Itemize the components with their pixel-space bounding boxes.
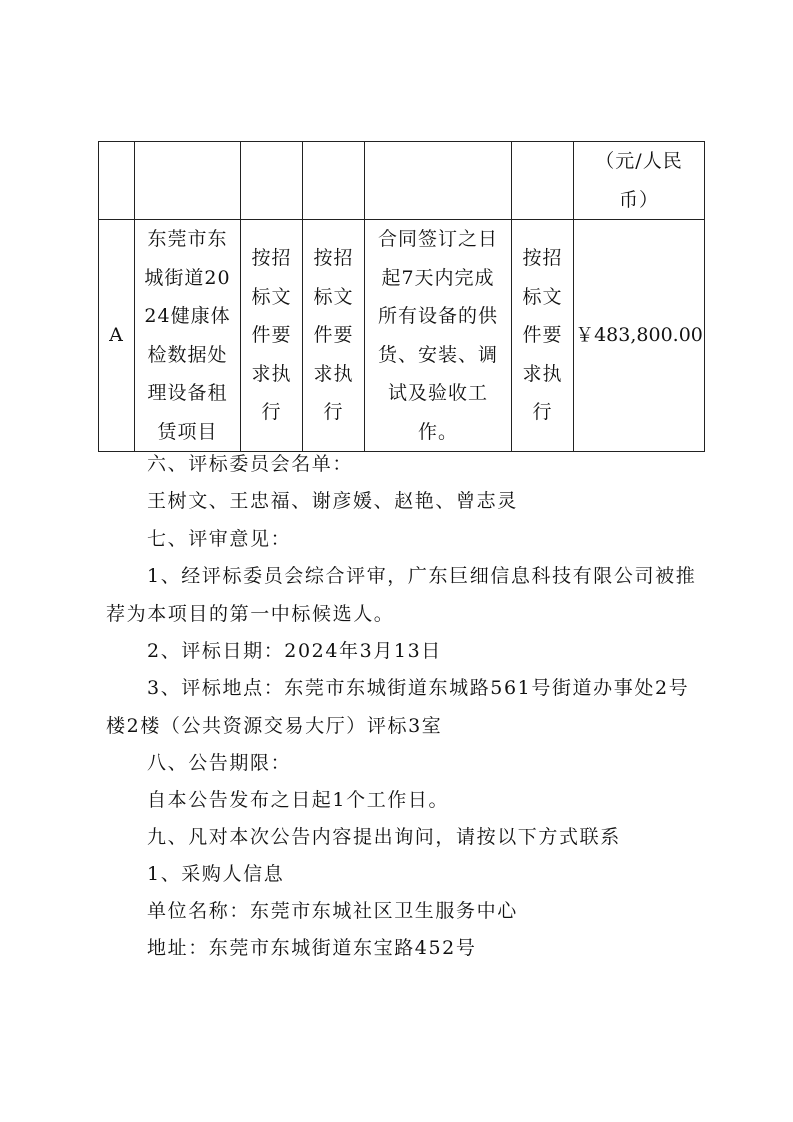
header-cell [135,142,241,220]
header-cell-currency-unit [574,142,705,220]
delivery-cell [365,220,512,452]
amount-cell: ￥483,800.00 [574,220,705,452]
header-cell [99,142,135,220]
section-6-title: 六、评标委员会名单： [147,453,354,475]
header-cell [241,142,303,220]
currency-unit-text: （元/人民币） [595,150,683,211]
header-cell [303,142,365,220]
section-9-title: 九、凡对本次公告内容提出询问，请按以下方式联系 [147,826,621,848]
table-row [99,220,705,452]
committee-members: 王树文、王忠福、谢彦媛、赵艳、曾志灵 [147,490,518,512]
delivery-text: 合同签订之日起7天内完成所有设备的供货、安装、调试及验收工作。 [377,228,498,443]
header-cell [365,142,512,220]
seq-cell: A [99,220,135,452]
section-8-title: 八、公告期限： [147,752,292,774]
award-table [98,141,705,452]
review-opinion-1: 1、经评标委员会综合评审，广东巨细信息科技有限公司被推荐为本项目的第一中标候选人。 [106,565,697,625]
quality-cell [303,220,365,452]
service-text: 按招标文件要求执行 [522,247,563,424]
project-name-cell [135,220,241,452]
section-7-title: 七、评审意见： [147,528,292,550]
notice-period: 自本公告发布之日起1个工作日。 [147,789,450,811]
header-cell [512,142,574,220]
purchaser-unit-name: 单位名称：东莞市东城社区卫生服务中心 [147,900,518,922]
purchaser-info-title: 1、采购人信息 [147,863,285,885]
spec-text: 按招标文件要求执行 [251,247,292,424]
review-location: 3、评标地点：东莞市东城街道东城路561号街道办事处2号楼2楼（公共资源交易大厅）评标3室 [106,677,690,737]
review-date: 2、评标日期：2024年3月13日 [147,640,442,662]
project-name: 东莞市东城街道2024健康体检数据处理设备租赁项目 [144,228,231,443]
spec-cell [241,220,303,452]
quality-text: 按招标文件要求执行 [313,247,354,424]
purchaser-address: 地址：东莞市东城街道东宝路452号 [147,937,477,959]
table-header-row [99,142,705,220]
service-cell [512,220,574,452]
